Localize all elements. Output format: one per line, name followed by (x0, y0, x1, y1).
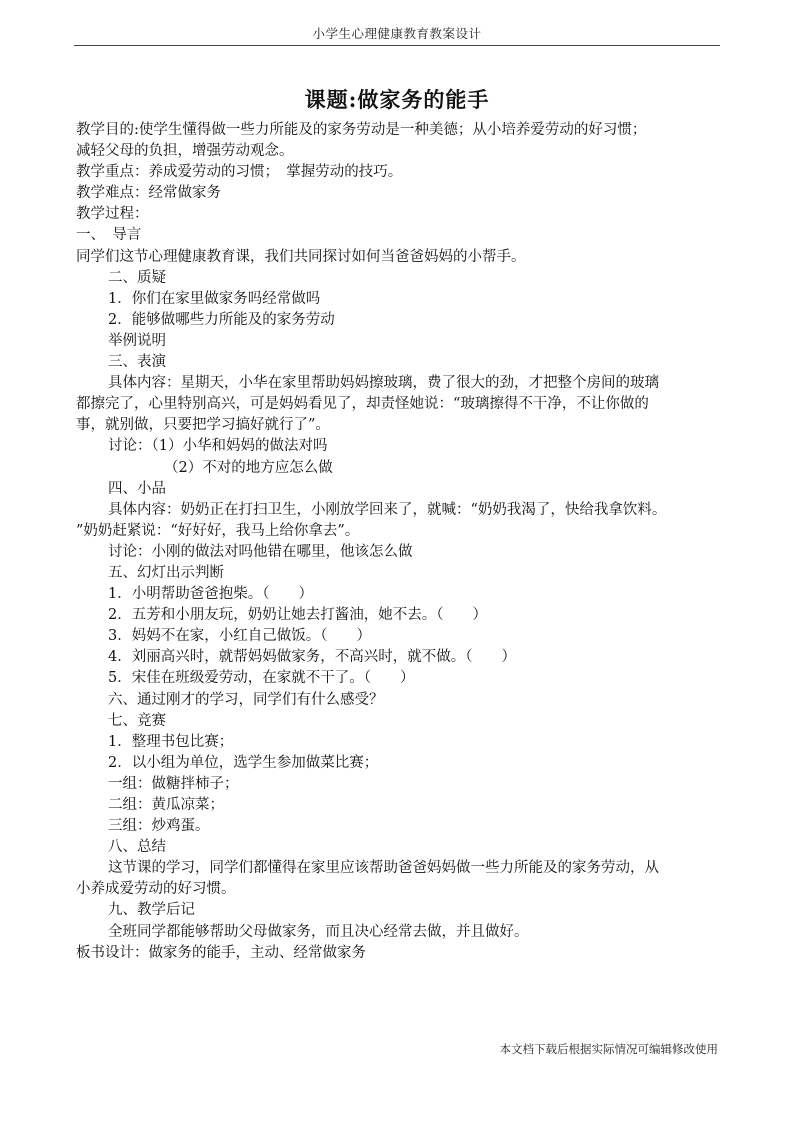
section-heading: 二、质疑 (108, 269, 166, 286)
list-item: 1．小明帮助爸爸抱柴。（ ） (108, 586, 313, 603)
list-item: 2．能够做哪些力所能及的家务劳动 (108, 311, 335, 328)
body-line: 减轻父母的负担，增强劳动观念。 (76, 143, 294, 160)
body-line: 同学们这节心理健康教育课，我们共同探讨如何当爸爸妈妈的小帮手。 (76, 248, 526, 265)
body-line: 都擦完了，心里特别高兴，可是妈妈看见了，却责怪她说：“玻璃擦得不干净，不让你做的 (76, 396, 649, 413)
list-item: 1．整理书包比赛； (108, 733, 234, 750)
section-heading: 三、表演 (108, 354, 166, 371)
list-item: 二组：黄瓜凉菜； (108, 797, 224, 813)
page-footer: 本文档下载后根据实际情况可编辑修改使用 (499, 1042, 718, 1056)
body-line: 教学重点：养成爱劳动的习惯； 掌握劳动的技巧。 (76, 164, 403, 181)
body-line: 小养成爱劳动的好习惯。 (76, 881, 236, 898)
section-heading: 四、小品 (108, 480, 166, 497)
page-header: 小学生心理健康教育教案设计 (312, 26, 482, 41)
body-line: 讨论：小刚的做法对吗他错在哪里，他该怎么做 (108, 543, 413, 560)
section-heading: 九、教学后记 (108, 902, 195, 919)
list-item: 2．五芳和小朋友玩，奶奶让她去打酱油，她不去。（ ） (108, 607, 487, 624)
document-body (76, 120, 726, 964)
list-item: 5．宋佳在班级爱劳动，在家就不干了。（ ） (108, 670, 415, 687)
list-item: 1．你们在家里做家务吗经常做吗 (108, 290, 321, 307)
list-item: 4．刘丽高兴时，就帮妈妈做家务，不高兴时，就不做。（ ） (108, 649, 516, 666)
body-line: 具体内容：星期天，小华在家里帮助妈妈擦玻璃，费了很大的劲，才把整个房间的玻璃 (108, 375, 659, 392)
body-line: 讨论：（1）小华和妈妈的做法对吗 (108, 438, 328, 455)
body-line: 板书设计：做家务的能手，主动、经常做家务 (76, 944, 366, 961)
body-line: ”奶奶赶紧说：“好好好，我马上给你拿去”。 (76, 522, 360, 539)
body-line: （2）不对的地方应怎么做 (164, 459, 333, 476)
section-heading: 五、幻灯出示判断 (108, 564, 224, 581)
section-heading: 一、 导言 (76, 227, 142, 244)
list-item: 一组：做糖拌柿子； (108, 775, 239, 792)
body-line: 具体内容：奶奶正在打扫卫生，小刚放学回来了，就喊：“奶奶我渴了，快给我拿饮料。 (108, 501, 667, 518)
body-line: 教学目的:使学生懂得做一些力所能及的家务劳动是一种美德；从小培养爱劳动的好习惯； (76, 122, 647, 138)
body-line: 教学难点：经常做家务 (76, 185, 221, 202)
section-heading: 六、通过刚才的学习，同学们有什么感受？ (108, 691, 384, 708)
body-line: 全班同学都能够帮助父母做家务，而且决心经常去做，并且做好。 (108, 923, 529, 940)
body-line: 事，就别做，只要把学习搞好就行了”。 (76, 417, 330, 434)
list-item: 3．妈妈不在家，小红自己做饭。（ ） (108, 628, 371, 645)
section-heading: 八、总结 (108, 839, 166, 856)
list-item: 2．以小组为单位，选学生参加做菜比赛； (108, 754, 379, 771)
document-title: 课题:做家务的能手 (304, 87, 490, 112)
body-line: 教学过程： (76, 206, 149, 223)
list-item: 三组：炒鸡蛋。 (108, 818, 210, 835)
section-heading: 七、竞赛 (108, 712, 166, 729)
header-rule (74, 45, 720, 46)
body-line: 这节课的学习，同学们都懂得在家里应该帮助爸爸妈妈做一些力所能及的家务劳动，从 (108, 860, 659, 877)
body-line: 举例说明 (108, 332, 166, 349)
